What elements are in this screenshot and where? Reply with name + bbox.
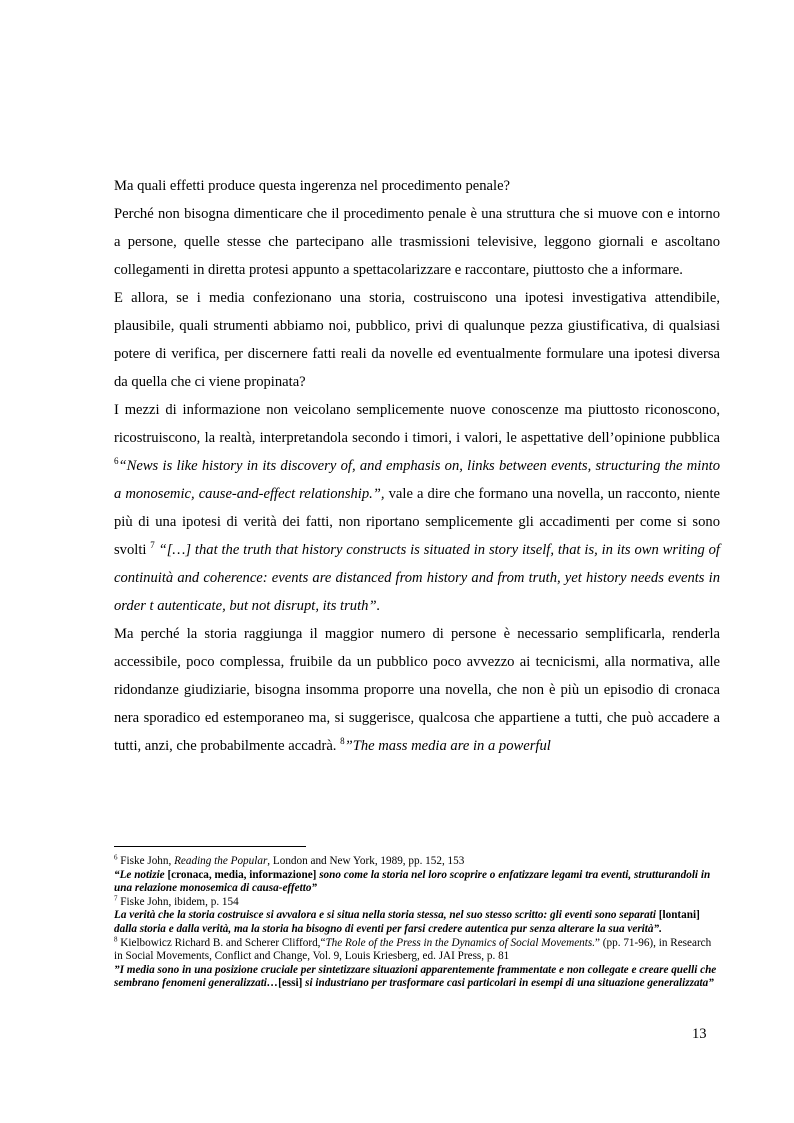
footnote-6-translation-a: “Le notizie bbox=[114, 868, 168, 881]
footnote-6-source: , London and New York, 1989, pp. 152, 153 bbox=[267, 855, 465, 867]
quote-6: “News is like history in its discovery of, and emphasis on, links between events, structuring the minto a monosemic, cause-and-effect relationship.”, bbox=[114, 458, 720, 502]
footnote-7-translation-a: La verità che la storia costruisce si avvalora e si situa nella storia stessa, nel suo stesso scritto: gli eventi sono separati bbox=[114, 909, 659, 922]
footnote-8-citation bbox=[114, 934, 720, 964]
footnote-8-number: 8 bbox=[114, 934, 118, 943]
quote-7: “[…] that the truth that history constructs is situated in story itself, that is, in its own writing of continuità and coherence: events are distanced from history and from truth, yet history needs events in order t autenticate, but not disrupt, its truth” bbox=[114, 542, 720, 614]
paragraph-5-text-a: Ma perché la storia raggiunga il maggior numero di persone è necessario semplificarla, renderla accessibile, poco complessa, fruibile da un pubblico poco avvezzo ai tecnicismi, alla normativa, alle ridondanze giudiziarie, bisogna insomma proporre una novella, che non è più un episodio di cronaca nera sporadico ed estemporaneo ma, si suggerisce, qualcosa che appartiene a tutti, che può accadere a tutti, anzi, che probabilmente accadrà. bbox=[114, 626, 720, 754]
footnote-7-bracket: [lontani] bbox=[658, 909, 700, 922]
footnote-6-author: Fiske John, bbox=[117, 855, 175, 867]
paragraph-1: Ma quali effetti produce questa ingerenza nel procedimento penale? bbox=[114, 178, 511, 194]
footnote-8-source: ” (pp. 71-96), in Research in Social Movements, Conflict and Change, Vol. 9, Louis Kriesberg, ed. JAI Press, p. 81 bbox=[114, 936, 712, 963]
paragraph-4 bbox=[114, 396, 720, 620]
footnote-ref-6[interactable]: 6 bbox=[114, 456, 119, 467]
footnote-7-source: Fiske John, ibidem, p. 154 bbox=[117, 895, 239, 908]
paragraph-4-text-a: I mezzi di informazione non veicolano semplicemente nuove conoscenze ma piuttosto riconoscono, ricostruiscono, la realtà, interpretandola secondo i timori, i valori, le aspettative dell’opinione pubblica bbox=[114, 402, 720, 446]
footnote-6-citation bbox=[114, 855, 720, 869]
quote-8: ”The mass media are in a powerful bbox=[344, 738, 551, 754]
paragraph-3: E allora, se i media confezionano una storia, costruiscono una ipotesi investigativa attendibile, plausibile, quali strumenti abbiamo noi, pubblico, privi di qualunque pezza giustificativa, di qualsiasi potere di verifica, per discernere fatti reali da novelle ed eventualmente formulare una ipotesi diversa da quella che ci viene propinata? bbox=[114, 290, 720, 390]
paragraph-2: Perché non bisogna dimenticare che il procedimento penale è una struttura che si muove con e intorno a persone, quelle stesse che partecipano alle trasmissioni televisive, leggono giornali e ascoltano collegamenti in diretta protesi appunto a spettacolarizzare e raccontare, piuttosto che a informare. bbox=[114, 206, 720, 278]
footnote-8-translation-a: ”I media sono in una posizione cruciale per sintetizzare situazioni apparentemente frammentate e non collegate e creare quelli che sembrano fenomeni generalizzati… bbox=[114, 963, 717, 990]
paragraph-4-end: . bbox=[376, 598, 381, 614]
footnote-6-title: Reading the Popular bbox=[174, 855, 268, 867]
paragraph-4-text-b: vale a dire che formano una novella, un racconto, niente più di una ipotesi di verità dei fatti, non riportano semplicemente gli accadimenti per come si sono svolti bbox=[114, 486, 720, 558]
body-text bbox=[114, 172, 720, 760]
footnote-8-bracket: [essi] bbox=[278, 977, 303, 990]
footnote-7-translation bbox=[114, 909, 720, 936]
footnote-8-translation-c: si industriano per trasformare casi particolari in esempi di una situazione generalizzata” bbox=[302, 977, 714, 990]
footnote-7-citation bbox=[114, 896, 720, 910]
footnote-7-translation-c: dalla storia e dalla verità, ma la storia ha bisogno di eventi per farsi credere autentica pur senza alterare la sua verità”. bbox=[114, 922, 662, 935]
footnote-7-number: 7 bbox=[114, 894, 118, 903]
footnotes bbox=[114, 855, 720, 991]
footnote-6-bracket: [cronaca, media, informazione] bbox=[167, 868, 317, 881]
footnote-8-translation bbox=[114, 964, 720, 991]
footnote-ref-8[interactable]: 8 bbox=[340, 736, 345, 747]
footnote-8-authors: Kielbowicz Richard B. and Scherer Clifford,“ bbox=[117, 936, 326, 949]
footnote-6-number: 6 bbox=[114, 853, 118, 862]
footnote-divider bbox=[114, 846, 306, 847]
footnote-6-translation-c: sono come la storia nel loro scoprire o enfatizzare legami tra eventi, strutturandoli in una relazione monosemica di causa-effetto” bbox=[114, 868, 711, 895]
footnote-8-title: The Role of the Press in the Dynamics of Social Movements. bbox=[325, 936, 596, 949]
footnote-6-translation bbox=[114, 869, 720, 896]
page-number: 13 bbox=[692, 1026, 707, 1042]
footnote-ref-7[interactable]: 7 bbox=[150, 540, 155, 551]
paragraph-5 bbox=[114, 620, 720, 760]
